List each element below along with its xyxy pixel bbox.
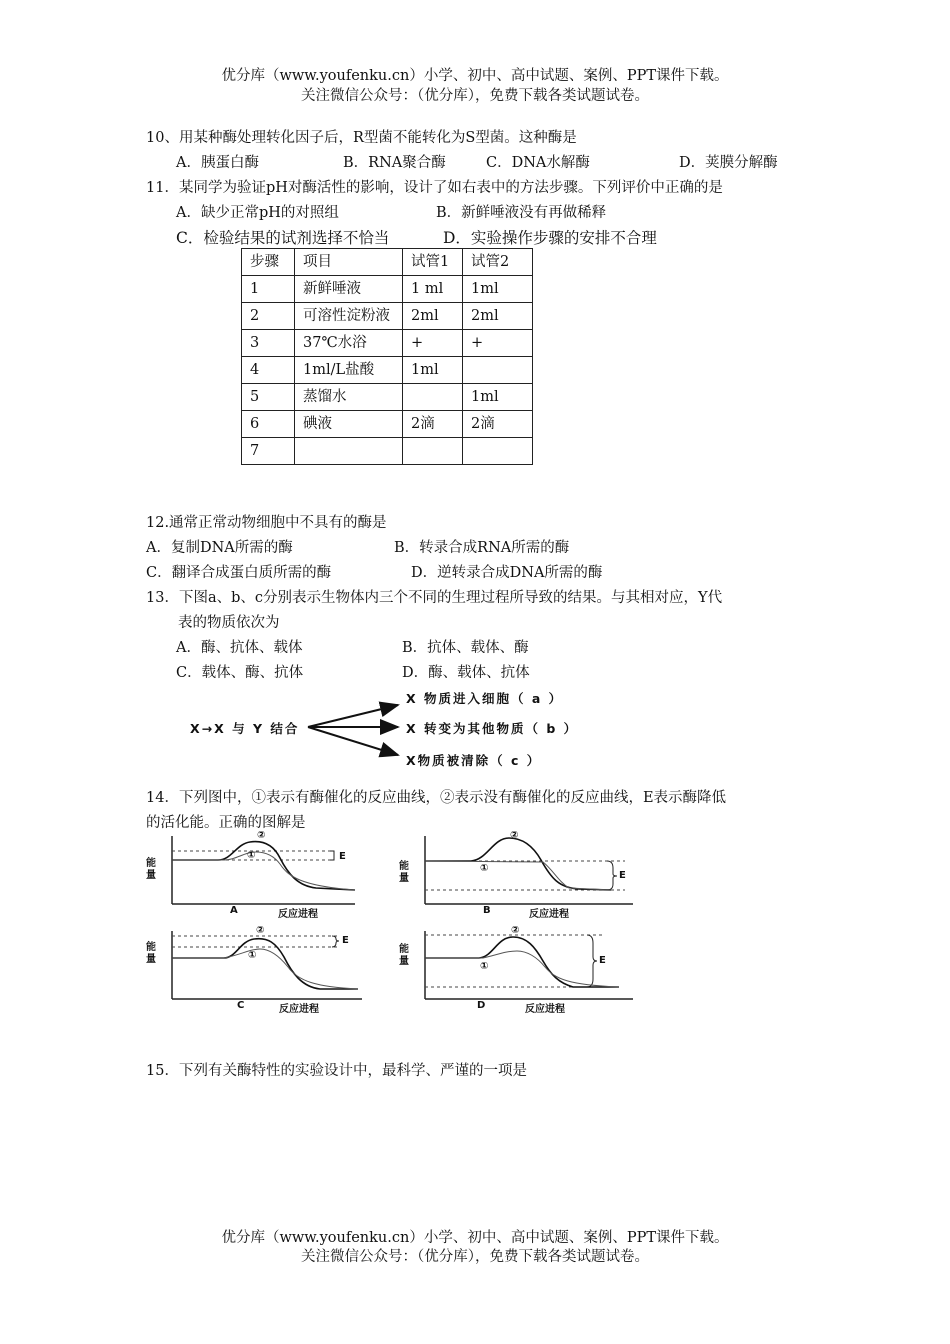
- q10-option-c: C．DNA水解酶: [486, 155, 590, 171]
- table-row: [242, 330, 533, 357]
- graph-d-letter: D: [477, 1000, 486, 1011]
- graph-a-curve-1-label: ①: [247, 850, 256, 861]
- q14-stem-line-2: 的活化能。正确的图解是: [146, 815, 306, 831]
- table-row: [242, 411, 533, 438]
- table-cell: 碘液: [295, 411, 403, 438]
- q12-option-b: B．转录合成RNA所需的酶: [394, 540, 570, 556]
- graph-c-ylabel-2: 量: [146, 954, 156, 965]
- table-cell: 4: [242, 357, 295, 384]
- diagram-target-a: X 物质进入细胞（ a ）: [406, 691, 564, 706]
- table-cell: 6: [242, 411, 295, 438]
- table-row: [242, 357, 533, 384]
- arrow-to-c: [308, 727, 398, 755]
- arrow-to-a: [308, 705, 398, 727]
- graph-d-curve-2-label: ②: [511, 925, 520, 936]
- graph-a-xlabel: 反应进程: [278, 909, 318, 920]
- table-row: [242, 303, 533, 330]
- table-cell: 2滴: [403, 411, 463, 438]
- q13-option-a: A．酶、抗体、载体: [176, 640, 303, 656]
- header-line-2: 关注微信公众号：（优分库），免费下载各类试题试卷。: [301, 88, 649, 104]
- graph-b-ylabel-1: 能: [399, 861, 409, 872]
- table-cell: 可溶性淀粉液: [295, 303, 403, 330]
- q11-option-b: B．新鲜唾液没有再做稀释: [436, 205, 607, 221]
- graph-d-ylabel-1: 能: [399, 944, 409, 955]
- graph-c-letter: C: [237, 1000, 245, 1011]
- q11-steps-table: [241, 248, 533, 465]
- q12-option-a: A．复制DNA所需的酶: [146, 540, 293, 556]
- graph-b-ylabel-2: 量: [399, 873, 409, 884]
- table-cell: +: [463, 330, 533, 357]
- table-header-cell: 试管2: [463, 249, 533, 276]
- table-cell: 1ml: [403, 357, 463, 384]
- q10-option-a: A．胰蛋白酶: [176, 155, 259, 171]
- table-cell: 1ml: [463, 276, 533, 303]
- q13-stem-line-2: 表的物质依次为: [178, 615, 280, 631]
- graph-a-letter: A: [230, 905, 238, 916]
- graph-d-ylabel-2: 量: [399, 956, 409, 967]
- graph-c-e-label: E: [342, 935, 349, 946]
- q12-stem: 12.通常正常动物细胞中不具有的酶是: [146, 515, 387, 531]
- graph-c: [140, 925, 370, 1015]
- table-cell: [295, 438, 403, 465]
- table-header-cell: 试管1: [403, 249, 463, 276]
- table-header-cell: 步骤: [242, 249, 295, 276]
- table-cell: 3: [242, 330, 295, 357]
- table-cell: [463, 357, 533, 384]
- table-cell: [463, 438, 533, 465]
- footer-line-1: 优分库（www.youfenku.cn）小学、初中、高中试题、案例、PPT课件下载。: [221, 1230, 729, 1246]
- diagram-target-c: X物质被清除（ c ）: [406, 753, 542, 768]
- graph-b-curve-1-label: ①: [480, 863, 489, 874]
- q13-option-d: D．酶、载体、抗体: [402, 665, 530, 681]
- q10-option-b: B．RNA聚合酶: [343, 155, 446, 171]
- q15-stem: 15．下列有关酶特性的实验设计中，最科学、严谨的一项是: [146, 1063, 527, 1079]
- q13-stem-line-1: 13．下图a、b、c分别表示生物体内三个不同的生理过程所导致的结果。与其相对应，Y代: [146, 590, 723, 606]
- table-cell: 5: [242, 384, 295, 411]
- diagram-target-b: X 转变为其他物质（ b ）: [406, 721, 579, 736]
- graph-b-letter: B: [483, 905, 491, 916]
- table-row: [242, 438, 533, 465]
- graph-b-xlabel: 反应进程: [529, 909, 569, 920]
- q14-stem-line-1: 14．下列图中，①表示有酶催化的反应曲线，②表示没有酶催化的反应曲线，E表示酶降低: [146, 790, 727, 806]
- graph-b-curve-2-label: ②: [510, 830, 519, 841]
- table-cell: 1ml: [463, 384, 533, 411]
- table-cell: 7: [242, 438, 295, 465]
- q10-stem: 10、用某种酶处理转化因子后，R型菌不能转化为S型菌。这种酶是: [146, 130, 577, 146]
- q12-option-d: D．逆转录合成DNA所需的酶: [411, 565, 603, 581]
- table-cell: 新鲜唾液: [295, 276, 403, 303]
- graph-c-curve-2-label: ②: [256, 925, 265, 936]
- header-line-1: 优分库（www.youfenku.cn）小学、初中、高中试题、案例、PPT课件下载。: [221, 68, 729, 84]
- table-header-row: [242, 249, 533, 276]
- table-header-cell: 项目: [295, 249, 403, 276]
- table-cell: +: [403, 330, 463, 357]
- graph-b-e-label: E: [619, 870, 626, 881]
- graph-d-xlabel: 反应进程: [525, 1004, 565, 1015]
- footer-line-2: 关注微信公众号：（优分库），免费下载各类试题试卷。: [301, 1249, 649, 1265]
- table-cell: 2ml: [403, 303, 463, 330]
- table-cell: 2滴: [463, 411, 533, 438]
- q13-option-b: B．抗体、载体、酶: [402, 640, 529, 656]
- graph-c-xlabel: 反应进程: [279, 1004, 319, 1015]
- table-cell: 37℃水浴: [295, 330, 403, 357]
- graph-a-e-label: E: [339, 851, 346, 862]
- graph-d-e-label: E: [599, 955, 606, 966]
- table-row: [242, 384, 533, 411]
- q13-option-c: C．载体、酶、抗体: [176, 665, 304, 681]
- table-cell: 2: [242, 303, 295, 330]
- q11-stem: 11．某同学为验证pH对酶活性的影响，设计了如右表中的方法步骤。下列评价中正确的是: [146, 180, 723, 196]
- q12-option-c: C．翻译合成蛋白质所需的酶: [146, 565, 332, 581]
- diagram-source-label: X→X 与 Y 结合: [190, 721, 300, 736]
- q11-option-c: C．检验结果的试剂选择不恰当: [176, 229, 390, 247]
- graph-a-curve-2-label: ②: [257, 830, 266, 841]
- graph-a: [140, 830, 370, 918]
- q10-option-d: D．荚膜分解酶: [679, 155, 778, 171]
- graph-c-curve-1-label: ①: [248, 950, 257, 961]
- q11-option-a: A．缺少正常pH的对照组: [176, 205, 339, 221]
- graph-a-ylabel-1: 能: [146, 858, 156, 869]
- table-cell: [403, 384, 463, 411]
- graph-d: [393, 925, 638, 1015]
- q11-option-d: D．实验操作步骤的安排不合理: [443, 229, 657, 247]
- table-cell: 蒸馏水: [295, 384, 403, 411]
- graph-d-curve-1-label: ①: [480, 961, 489, 972]
- table-row: [242, 276, 533, 303]
- diagram-arrows: [300, 690, 410, 770]
- graph-a-ylabel-2: 量: [146, 870, 156, 881]
- table-cell: [403, 438, 463, 465]
- graph-b: [393, 830, 638, 918]
- table-cell: 1: [242, 276, 295, 303]
- graph-c-ylabel-1: 能: [146, 942, 156, 953]
- table-cell: 1ml/L盐酸: [295, 357, 403, 384]
- table-cell: 2ml: [463, 303, 533, 330]
- table-cell: 1 ml: [403, 276, 463, 303]
